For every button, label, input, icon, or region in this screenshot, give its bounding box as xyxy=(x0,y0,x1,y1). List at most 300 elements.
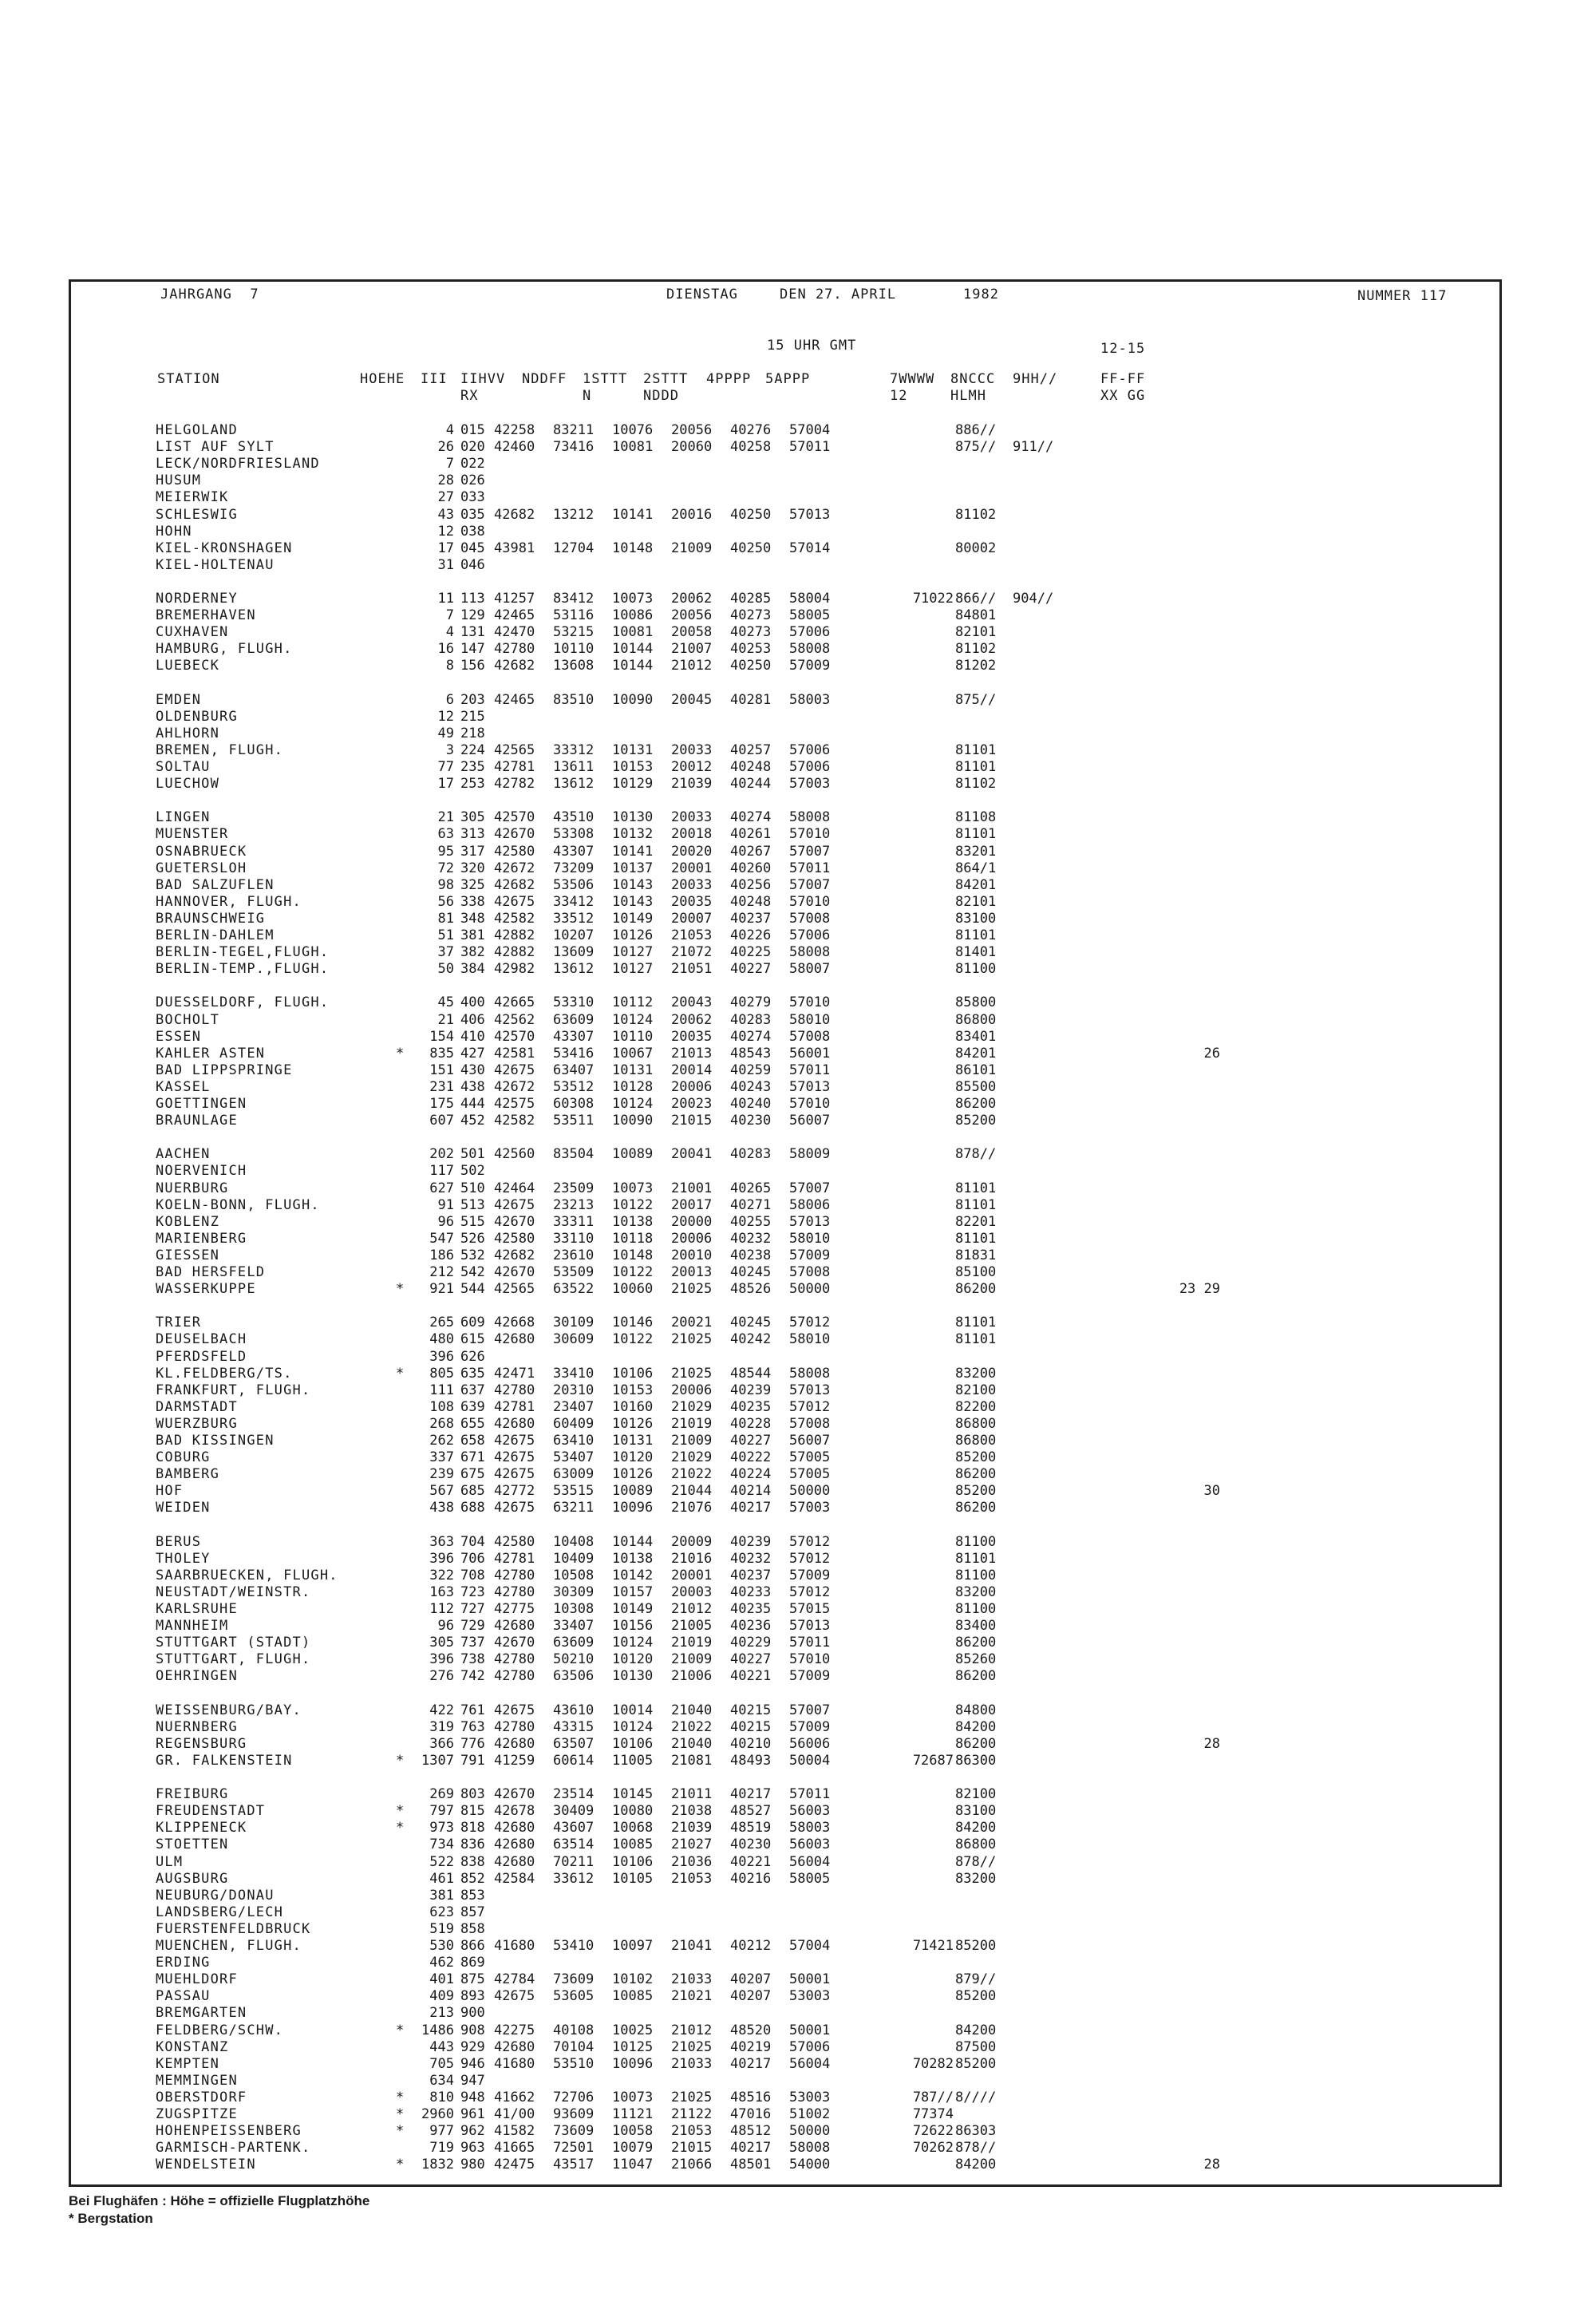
table-row xyxy=(71,1753,1499,1769)
nddff-value: 60308 xyxy=(553,1096,595,1112)
temp1-value: 10120 xyxy=(612,1651,654,1668)
pressure-value: 40232 xyxy=(730,1550,772,1567)
station-name: NEUSTADT/WEINSTR. xyxy=(156,1583,311,1600)
station-name: HOHENPEISSENBERG xyxy=(156,2123,302,2140)
temp1-value: 10141 xyxy=(612,506,654,523)
station-index: 853 xyxy=(460,1887,485,1904)
station-height: 810 xyxy=(429,2089,454,2105)
cloud-value: 864/1 xyxy=(955,860,997,876)
cloud-value: 81101 xyxy=(955,826,997,843)
weather-value: 70262 xyxy=(912,2140,954,2157)
mountain-mark: * xyxy=(396,1803,405,1820)
station-index: 763 xyxy=(460,1718,485,1735)
station-name: CUXHAVEN xyxy=(156,624,229,641)
nddff-value: 10207 xyxy=(553,927,595,943)
station-name: BERLIN-TEMP.,FLUGH. xyxy=(156,961,330,978)
station-index: 020 xyxy=(460,439,485,456)
station-index: 156 xyxy=(460,658,485,674)
station-index: 948 xyxy=(460,2089,485,2105)
cloud-value: 81202 xyxy=(955,658,997,674)
station-height: 17 xyxy=(437,776,454,793)
temp1-value: 10153 xyxy=(612,759,654,775)
tendency-value: 57013 xyxy=(789,506,831,523)
pressure-value: 40226 xyxy=(730,927,772,943)
temp2-value: 20033 xyxy=(671,876,713,893)
cloud-value: 878// xyxy=(955,2140,997,2157)
station-name: KASSEL xyxy=(156,1078,211,1095)
cloud-value: 83200 xyxy=(955,1583,997,1600)
temp1-value: 10085 xyxy=(612,1988,654,2005)
temp2-value: 21041 xyxy=(671,1938,713,1954)
station-index: 406 xyxy=(460,1011,485,1028)
station-height: 1307 xyxy=(421,1752,454,1769)
tendency-value: 57010 xyxy=(789,1651,831,1668)
station-height: 213 xyxy=(429,2005,454,2022)
station-name: KAHLER ASTEN xyxy=(156,1045,266,1062)
station-index: 685 xyxy=(460,1483,485,1500)
pressure-value: 40240 xyxy=(730,1096,772,1112)
tendency-value: 57006 xyxy=(789,759,831,775)
station-name: PFERDSFELD xyxy=(156,1348,247,1365)
nddff-value: 83510 xyxy=(553,691,595,708)
station-height: 835 xyxy=(429,1045,454,1062)
iihvv-value: 42675 xyxy=(494,1449,535,1466)
cloud-value: 81100 xyxy=(955,961,997,978)
iihvv-value: 42680 xyxy=(494,1415,535,1432)
nddff-value: 63609 xyxy=(553,1011,595,1028)
station-index: 704 xyxy=(460,1533,485,1550)
temp2-value: 20021 xyxy=(671,1315,713,1331)
station-height: 26 xyxy=(437,439,454,456)
cloud-value: 83401 xyxy=(955,1028,997,1045)
station-height: 16 xyxy=(437,641,454,658)
nddff-value: 53215 xyxy=(553,624,595,641)
tendency-value: 50000 xyxy=(789,1281,831,1298)
station-index: 615 xyxy=(460,1331,485,1348)
station-name: GARMISCH-PARTENK. xyxy=(156,2140,311,2157)
temp2-value: 21040 xyxy=(671,1735,713,1752)
pressure-value: 40258 xyxy=(730,439,772,456)
nddff-value: 43315 xyxy=(553,1718,595,1735)
station-height: 627 xyxy=(429,1180,454,1196)
station-index: 706 xyxy=(460,1550,485,1567)
station-height: 11 xyxy=(437,591,454,607)
cloud-value: 86200 xyxy=(955,1635,997,1651)
station-index: 035 xyxy=(460,506,485,523)
cloud-value: 81102 xyxy=(955,776,997,793)
tendency-value: 57007 xyxy=(789,876,831,893)
nddff-value: 33312 xyxy=(553,741,595,758)
temp2-value: 21012 xyxy=(671,1601,713,1617)
temp1-value: 10090 xyxy=(612,1113,654,1129)
station-height: 607 xyxy=(429,1113,454,1129)
table-row xyxy=(71,1938,1499,1955)
station-height: 438 xyxy=(429,1500,454,1516)
temp2-value: 21013 xyxy=(671,1045,713,1062)
station-index: 671 xyxy=(460,1449,485,1466)
cloud-value: 80002 xyxy=(955,540,997,556)
nddff-value: 10308 xyxy=(553,1601,595,1617)
station-height: 1832 xyxy=(421,2157,454,2173)
station-height: 705 xyxy=(429,2055,454,2072)
pressure-value: 40274 xyxy=(730,809,772,826)
tendency-value: 56007 xyxy=(789,1433,831,1449)
station-name: REGENSBURG xyxy=(156,1735,247,1752)
iihvv-value: 42780 xyxy=(494,1668,535,1685)
cloud-value: 84200 xyxy=(955,2157,997,2173)
temp2-value: 21001 xyxy=(671,1180,713,1196)
temp1-value: 10106 xyxy=(612,1735,654,1752)
temp1-value: 10148 xyxy=(612,1247,654,1263)
station-index: 688 xyxy=(460,1500,485,1516)
iihvv-value: 42682 xyxy=(494,658,535,674)
table-row xyxy=(71,2056,1499,2073)
pressure-value: 40260 xyxy=(730,860,772,876)
station-index: 015 xyxy=(460,422,485,438)
cloud-value: 86200 xyxy=(955,1096,997,1112)
temp1-value: 10120 xyxy=(612,1449,654,1466)
iihvv-value: 42780 xyxy=(494,1583,535,1600)
tendency-value: 57013 xyxy=(789,1382,831,1398)
station-name: MUENSTER xyxy=(156,826,229,843)
iihvv-value: 41680 xyxy=(494,2055,535,2072)
station-height: 396 xyxy=(429,1651,454,1668)
temp2-value: 21033 xyxy=(671,1971,713,1988)
cloud-value: 875// xyxy=(955,439,997,456)
mountain-mark: * xyxy=(396,1820,405,1836)
temp2-value: 20062 xyxy=(671,591,713,607)
station-height: 522 xyxy=(429,1853,454,1870)
temp2-value: 20007 xyxy=(671,910,713,927)
cloud-value: 81101 xyxy=(955,1331,997,1348)
temp1-value: 10073 xyxy=(612,591,654,607)
cloud-value: 83100 xyxy=(955,910,997,927)
gust-value: 23 29 xyxy=(1179,1281,1220,1298)
iihvv-value: 42678 xyxy=(494,1803,535,1820)
table-row xyxy=(71,944,1499,961)
tendency-value: 57010 xyxy=(789,893,831,910)
station-height: 977 xyxy=(429,2123,454,2140)
temp2-value: 21009 xyxy=(671,1433,713,1449)
station-index: 791 xyxy=(460,1752,485,1769)
pressure-value: 40281 xyxy=(730,691,772,708)
station-height: 96 xyxy=(437,1213,454,1230)
temp2-value: 21029 xyxy=(671,1449,713,1466)
temp2-value: 20020 xyxy=(671,843,713,860)
station-index: 900 xyxy=(460,2005,485,2022)
nddff-value: 53510 xyxy=(553,2055,595,2072)
station-height: 2960 xyxy=(421,2106,454,2122)
pressure-value: 40210 xyxy=(730,1735,772,1752)
tendency-value: 57004 xyxy=(789,1938,831,1954)
station-name: HANNOVER, FLUGH. xyxy=(156,893,302,910)
pressure-value: 40227 xyxy=(730,961,772,978)
pressure-value: 40221 xyxy=(730,1853,772,1870)
temp2-value: 20035 xyxy=(671,893,713,910)
pressure-value: 40256 xyxy=(730,876,772,893)
table-row xyxy=(71,877,1499,894)
temp2-value: 20060 xyxy=(671,439,713,456)
tendency-value: 57011 xyxy=(789,860,831,876)
station-index: 147 xyxy=(460,641,485,658)
nddff-value: 30409 xyxy=(553,1803,595,1820)
temp2-value: 21025 xyxy=(671,2089,713,2105)
iihvv-value: 42580 xyxy=(494,843,535,860)
mountain-mark: * xyxy=(396,2022,405,2038)
iihvv-value: 42675 xyxy=(494,1196,535,1213)
pressure-value: 40207 xyxy=(730,1971,772,1988)
station-height: 151 xyxy=(429,1062,454,1078)
station-index: 866 xyxy=(460,1938,485,1954)
table-row xyxy=(71,927,1499,944)
temp2-value: 21029 xyxy=(671,1398,713,1415)
col-iii: III xyxy=(421,371,448,387)
pressure-value: 48526 xyxy=(730,1281,772,1298)
temp2-value: 20001 xyxy=(671,860,713,876)
tendency-value: 50004 xyxy=(789,1752,831,1769)
iihvv-value: 42775 xyxy=(494,1601,535,1617)
nddff-value: 10508 xyxy=(553,1567,595,1583)
temp2-value: 21025 xyxy=(671,1365,713,1382)
station-height: 45 xyxy=(437,994,454,1011)
nddff-value: 63407 xyxy=(553,1062,595,1078)
station-height: 1486 xyxy=(421,2022,454,2038)
table-row xyxy=(71,1955,1499,1971)
table-row xyxy=(71,456,1499,472)
pressure-value: 40215 xyxy=(730,1702,772,1718)
table-row xyxy=(71,1012,1499,1029)
station-name: ESSEN xyxy=(156,1028,202,1045)
station-height: 163 xyxy=(429,1583,454,1600)
iihvv-value: 42665 xyxy=(494,994,535,1011)
year-label: 1982 xyxy=(963,287,999,302)
station-name: BERLIN-TEGEL,FLUGH. xyxy=(156,944,330,961)
table-row xyxy=(71,1466,1499,1483)
iihvv-value: 42680 xyxy=(494,1820,535,1836)
station-index: 908 xyxy=(460,2022,485,2038)
temp1-value: 10081 xyxy=(612,439,654,456)
station-index: 526 xyxy=(460,1230,485,1247)
tendency-value: 54000 xyxy=(789,2157,831,2173)
tendency-value: 56001 xyxy=(789,1045,831,1062)
temp1-value: 10131 xyxy=(612,1062,654,1078)
table-row xyxy=(71,1483,1499,1500)
nddff-value: 30309 xyxy=(553,1583,595,1600)
station-index: 305 xyxy=(460,809,485,826)
nddff-value: 93609 xyxy=(553,2106,595,2122)
station-name: HOF xyxy=(156,1483,184,1500)
iihvv-value: 42575 xyxy=(494,1096,535,1112)
table-row xyxy=(71,1029,1499,1046)
station-height: 212 xyxy=(429,1264,454,1280)
temp2-value: 20003 xyxy=(671,1583,713,1600)
mountain-mark: * xyxy=(396,1752,405,1769)
table-row xyxy=(71,2022,1499,2039)
temp1-value: 10097 xyxy=(612,1938,654,1954)
station-name: MEMMINGEN xyxy=(156,2072,238,2089)
temp2-value: 21019 xyxy=(671,1635,713,1651)
tendency-value: 58010 xyxy=(789,1331,831,1348)
cloud-value: 81831 xyxy=(955,1247,997,1263)
temp2-value: 20033 xyxy=(671,809,713,826)
station-height: 462 xyxy=(429,1955,454,1971)
iihvv-value: 43981 xyxy=(494,540,535,556)
station-index: 400 xyxy=(460,994,485,1011)
nddff-value: 40108 xyxy=(553,2022,595,2038)
station-name: MEIERWIK xyxy=(156,489,229,506)
table-row xyxy=(71,2090,1499,2106)
temp2-value: 21006 xyxy=(671,1668,713,1685)
station-index: 510 xyxy=(460,1180,485,1196)
tendency-value: 50000 xyxy=(789,2123,831,2140)
tendency-value: 57010 xyxy=(789,1096,831,1112)
temp2-value: 20058 xyxy=(671,624,713,641)
date-label: DEN 27. APRIL xyxy=(780,287,897,302)
station-height: 623 xyxy=(429,1904,454,1920)
station-index: 381 xyxy=(460,927,485,943)
mountain-mark: * xyxy=(396,1045,405,1062)
station-index: 253 xyxy=(460,776,485,793)
station-name: STOETTEN xyxy=(156,1836,229,1853)
temp1-value: 11121 xyxy=(612,2106,654,2122)
station-index: 742 xyxy=(460,1668,485,1685)
station-height: 262 xyxy=(429,1433,454,1449)
pressure-value: 40283 xyxy=(730,1011,772,1028)
station-index: 723 xyxy=(460,1583,485,1600)
mountain-mark: * xyxy=(396,1281,405,1298)
nddff-value: 33110 xyxy=(553,1230,595,1247)
tendency-value: 57014 xyxy=(789,540,831,556)
station-name: HAMBURG, FLUGH. xyxy=(156,641,293,658)
pressure-value: 40217 xyxy=(730,2055,772,2072)
station-height: 37 xyxy=(437,944,454,961)
col-hoehe: HOEHE xyxy=(360,371,405,387)
pressure-value: 40222 xyxy=(730,1449,772,1466)
cloud-value: 85200 xyxy=(955,1113,997,1129)
table-row xyxy=(71,1062,1499,1079)
nddff-value: 43517 xyxy=(553,2157,595,2173)
station-index: 738 xyxy=(460,1651,485,1668)
nddff-value: 53511 xyxy=(553,1113,595,1129)
station-height: 31 xyxy=(437,556,454,573)
station-name: MANNHEIM xyxy=(156,1618,229,1635)
station-name: FREUDENSTADT xyxy=(156,1803,266,1820)
col-iihvv: IIHVV RX xyxy=(460,371,506,404)
station-index: 325 xyxy=(460,876,485,893)
weather-value: 77374 xyxy=(912,2106,954,2122)
nddff-value: 10409 xyxy=(553,1550,595,1567)
tendency-value: 50001 xyxy=(789,1971,831,1988)
cloud-value: 86101 xyxy=(955,1062,997,1078)
nddff-value: 23514 xyxy=(553,1786,595,1803)
station-index: 815 xyxy=(460,1803,485,1820)
temp1-value: 10146 xyxy=(612,1315,654,1331)
table-row xyxy=(71,1046,1499,1062)
station-name: KONSTANZ xyxy=(156,2038,229,2055)
table-row xyxy=(71,1113,1499,1129)
table-row xyxy=(71,1702,1499,1719)
table-row xyxy=(71,1618,1499,1635)
pressure-value: 40257 xyxy=(730,741,772,758)
nddff-value: 33512 xyxy=(553,910,595,927)
tendency-value: 57004 xyxy=(789,422,831,438)
cloud-value: 85500 xyxy=(955,1078,997,1095)
pressure-value: 40244 xyxy=(730,776,772,793)
cloud-value: 86200 xyxy=(955,1466,997,1483)
station-name: ZUGSPITZE xyxy=(156,2106,238,2122)
station-name: FUERSTENFELDBRUCK xyxy=(156,1920,311,1937)
station-name: NORDERNEY xyxy=(156,591,238,607)
station-height: 3 xyxy=(445,741,454,758)
temp2-value: 20062 xyxy=(671,1011,713,1028)
temp2-value: 20000 xyxy=(671,1213,713,1230)
table-row xyxy=(71,422,1499,439)
iihvv-value: 42780 xyxy=(494,1651,535,1668)
station-index: 836 xyxy=(460,1836,485,1853)
table-row xyxy=(71,1163,1499,1180)
tendency-value: 57006 xyxy=(789,741,831,758)
pressure-value: 40245 xyxy=(730,1264,772,1280)
station-name: OBERSTDORF xyxy=(156,2089,247,2105)
temp1-value: 10130 xyxy=(612,809,654,826)
temp1-value: 10106 xyxy=(612,1365,654,1382)
temp2-value: 21022 xyxy=(671,1718,713,1735)
cloud-value: 879// xyxy=(955,1971,997,1988)
cloud-value: 87500 xyxy=(955,2038,997,2055)
station-name: WEISSENBURG/BAY. xyxy=(156,1702,302,1718)
station-name: DARMSTADT xyxy=(156,1398,238,1415)
pressure-value: 48516 xyxy=(730,2089,772,2105)
station-name: BREMGARTEN xyxy=(156,2005,247,2022)
tendency-value: 57011 xyxy=(789,439,831,456)
station-index: 708 xyxy=(460,1567,485,1583)
pressure-value: 40227 xyxy=(730,1651,772,1668)
iihvv-value: 42670 xyxy=(494,1213,535,1230)
pressure-value: 40239 xyxy=(730,1382,772,1398)
iihvv-value: 42784 xyxy=(494,1971,535,1988)
station-height: 50 xyxy=(437,961,454,978)
tendency-value: 58008 xyxy=(789,944,831,961)
table-row xyxy=(71,1331,1499,1348)
temp1-value: 11047 xyxy=(612,2157,654,2173)
station-index: 658 xyxy=(460,1433,485,1449)
pressure-value: 40245 xyxy=(730,1315,772,1331)
station-name: ULM xyxy=(156,1853,184,1870)
nddff-value: 53515 xyxy=(553,1483,595,1500)
pressure-value: 40273 xyxy=(730,607,772,624)
nddff-value: 73609 xyxy=(553,2123,595,2140)
tendency-value: 56006 xyxy=(789,1735,831,1752)
tendency-value: 57013 xyxy=(789,1078,831,1095)
table-row xyxy=(71,809,1499,826)
tendency-value: 58007 xyxy=(789,961,831,978)
iihvv-value: 42581 xyxy=(494,1045,535,1062)
station-height: 49 xyxy=(437,725,454,741)
nddff-value: 70104 xyxy=(553,2038,595,2055)
tendency-value: 58003 xyxy=(789,691,831,708)
iihvv-value: 42781 xyxy=(494,759,535,775)
station-index: 980 xyxy=(460,2157,485,2173)
temp2-value: 20009 xyxy=(671,1533,713,1550)
station-height: 6 xyxy=(445,691,454,708)
temp1-value: 10141 xyxy=(612,843,654,860)
nddff-value: 33311 xyxy=(553,1213,595,1230)
station-height: 175 xyxy=(429,1096,454,1112)
iihvv-value: 42670 xyxy=(494,1635,535,1651)
tendency-value: 57006 xyxy=(789,927,831,943)
nddff-value: 12704 xyxy=(553,540,595,556)
nddff-value: 53116 xyxy=(553,607,595,624)
